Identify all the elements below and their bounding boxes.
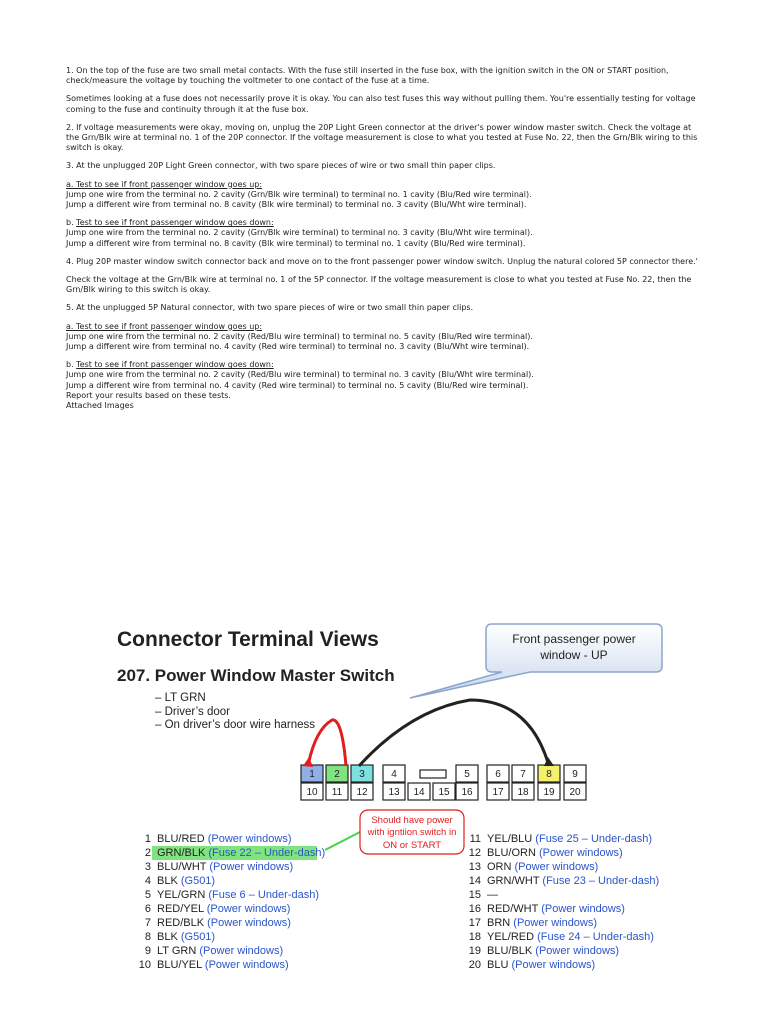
terminal-label-9: 9 (572, 769, 578, 780)
test-down-line-1: Jump one wire from the terminal no. 2 cavity (Grn/Blk wire terminal) to terminal no. 3 cavity (Blu/Wht wire terminal). (66, 228, 533, 238)
wire-right-entry-14 (487, 875, 659, 887)
figure-title: Connector Terminal Views (117, 628, 379, 651)
terminal-label-14: 14 (413, 787, 425, 798)
terminal-label-17: 17 (492, 787, 504, 798)
test-up-heading: a. Test to see if front passenger window goes up: (66, 179, 263, 189)
wire-description: (Power windows) (510, 917, 598, 929)
wire-right-entry-12 (487, 847, 623, 859)
terminal-label-5: 5 (464, 769, 470, 780)
wire-code: YEL/GRN (157, 889, 206, 901)
wire-left-entry-4 (157, 875, 215, 887)
wire-code: BLU/BLK (487, 945, 533, 957)
callout-line-1: Front passenger power (512, 632, 636, 646)
wire-description: (Power windows) (508, 959, 596, 971)
wire-description: (Power windows) (532, 945, 620, 957)
wire-left-number-1: 1 (144, 833, 151, 845)
paragraph-step-3: 3. At the unplugged 20P Light Green connector, with two spare pieces of wire or two small thin paper clips. (66, 161, 496, 171)
terminal-label-19: 19 (543, 787, 555, 798)
wire-left-entry-1 (157, 833, 292, 845)
wire-code: BLU/WHT (157, 861, 207, 873)
wire-description: (Fuse 25 – Under-dash) (532, 833, 653, 845)
wire-left-number-7: 7 (144, 917, 151, 929)
wire-right-number-19: 19 (468, 945, 481, 957)
terminal-label-1: 1 (309, 769, 315, 780)
wire-description: (Power windows) (196, 945, 284, 957)
wire-left-entry-6 (157, 903, 290, 915)
terminal-label-3: 3 (359, 769, 365, 780)
wire-code: GRN/BLK (157, 847, 206, 859)
note-lt-grn: – LT GRN (155, 692, 206, 704)
terminal-label-12: 12 (356, 787, 368, 798)
terminal-label-8: 8 (546, 769, 552, 780)
wire-code: RED/YEL (157, 903, 204, 915)
wire-right-entry-17 (487, 917, 597, 929)
wire-right-entry-19 (487, 945, 619, 957)
wire-description: (G501) (177, 931, 216, 943)
wire-code: BLK (157, 931, 178, 943)
terminal-label-18: 18 (517, 787, 529, 798)
wire-code: BLU/RED (157, 833, 205, 845)
wire-code: BLK (157, 875, 178, 887)
wire-description: (Power windows) (511, 861, 599, 873)
wire-description: (G501) (177, 875, 216, 887)
paragraph-fuse-contacts: 1. On the top of the fuse are two small metal contacts. With the fuse still inserted in the fuse box, with the ignition switch in the ON or START position, check/measure the voltage by touching the voltmeter to one contact of the fuse at a time. (66, 66, 669, 86)
wire-left-number-10: 10 (138, 959, 151, 971)
wire-right-entry-16 (487, 903, 625, 915)
wire-left-number-9: 9 (144, 945, 151, 957)
wire-description: (Power windows) (206, 861, 294, 873)
wire-code: RED/WHT (487, 903, 539, 915)
terminal-label-2: 2 (334, 769, 340, 780)
wire-left-entry-10 (157, 959, 289, 971)
terminal-label-11: 11 (331, 787, 343, 798)
power-note-line-1: Should have power (371, 815, 453, 826)
wire-left-entry-2 (157, 847, 325, 859)
wire-right-number-14: 14 (468, 875, 481, 887)
wire-description: (Fuse 23 – Under-dash) (539, 875, 660, 887)
wire-left-number-8: 8 (144, 931, 151, 943)
wire-description: (Power windows) (203, 903, 291, 915)
wire-right-entry-18 (487, 931, 654, 943)
wire-left-number-4: 4 (144, 875, 151, 887)
wire-left-number-2: 2 (144, 847, 151, 859)
paragraph-fuse-note: Sometimes looking at a fuse does not necessarily prove it is okay. You can also test fuses this way without pulling them. You're essentially testing for voltage coming to the fuse and continuity through it at the fuse box. (66, 94, 696, 114)
terminal-label-4: 4 (391, 769, 397, 780)
terminal-label-7: 7 (520, 769, 526, 780)
power-note-leader (325, 832, 360, 850)
wire-right-number-13: 13 (468, 861, 481, 873)
wire-description: (Power windows) (204, 833, 292, 845)
paragraph-step-5: 5. At the unplugged 5P Natural connector, with two spare pieces of wire or two small thin paper clips. (66, 303, 474, 313)
test-down-line-2: Jump a different wire from terminal no. 8 cavity (Blk wire terminal) to terminal no. 1 cavity (Blu/Red wire terminal). (66, 238, 526, 248)
test-5p-up-line-2: Jump a different wire from terminal no. 4 cavity (Red wire terminal) to terminal no. 3 cavity (Blu/Wht wire terminal). (66, 342, 530, 352)
wire-list-left (139, 833, 325, 971)
wire-description: (Fuse 24 – Under-dash) (534, 931, 654, 943)
terminal-label-15: 15 (438, 787, 450, 798)
wire-code: BLU (487, 959, 509, 971)
wire-code: BRN (487, 917, 511, 929)
wire-left-entry-8 (157, 931, 215, 943)
wire-code: LT GRN (157, 945, 197, 957)
connector-20p (301, 765, 586, 800)
wire-right-number-17: 17 (468, 917, 481, 929)
test-5p-down-line-2: Jump a different wire from terminal no. 4 cavity (Red wire terminal) to terminal no. 5 cavity (Blu/Red wire terminal). (66, 380, 529, 390)
terminal-label-16: 16 (461, 787, 473, 798)
wire-left-number-3: 3 (144, 861, 151, 873)
power-note-box (360, 810, 464, 854)
terminal-label-10: 10 (306, 787, 318, 798)
jumper-arrow-1 (303, 757, 313, 767)
wire-left-number-6: 6 (144, 903, 151, 915)
test-5p-up-line-1: Jump one wire from the terminal no. 2 cavity (Red/Blu wire terminal) to terminal no. 5 cavity (Blu/Red wire terminal). (66, 331, 533, 341)
terminal-label-6: 6 (495, 769, 501, 780)
wire-description: (Fuse 6 – Under-dash) (205, 889, 320, 901)
test-5p-down-line-1: Jump one wire from the terminal no. 2 cavity (Red/Blu wire terminal) to terminal no. 3 cavity (Blu/Wht wire terminal). (66, 370, 534, 380)
wire-left-entry-7 (157, 917, 291, 929)
connector-figure (110, 620, 670, 1000)
test-down-heading: b. Test to see if front passenger window goes down: (66, 218, 274, 228)
test-up-line-1: Jump one wire from the terminal no. 2 cavity (Grn/Blk wire terminal) to terminal no. 1 cavity (Blu/Red wire terminal). (66, 189, 532, 199)
wire-code: YEL/RED (487, 931, 535, 943)
paragraph-step-4: 4. Plug 20P master window switch connector back and move on to the front passenger power window switch. Unplug the natural colored 5P connector there.' (66, 256, 698, 266)
wire-description: (Power windows) (204, 917, 291, 929)
wire-code: — (487, 889, 498, 901)
wire-right-entry-13 (487, 861, 598, 873)
instructions-text (66, 66, 706, 411)
callout-bubble (410, 624, 662, 698)
wire-description: (Fuse 22 – Under-dash) (205, 847, 326, 859)
wire-right-entry-20 (487, 959, 595, 971)
callout-line-2: window - UP (540, 648, 608, 662)
test-5p-up-heading: a. Test to see if front passenger window goes up: (66, 321, 263, 331)
test-5p-down-heading: b. Test to see if front passenger window goes down: (66, 360, 274, 370)
report-text: Report your results based on these tests. (66, 390, 231, 400)
wire-right-number-12: 12 (468, 847, 481, 859)
wire-code: RED/BLK (157, 917, 205, 929)
wire-right-number-20: 20 (468, 959, 481, 971)
test-up-line-2: Jump a different wire from terminal no. 8 cavity (Blk wire terminal) to terminal no. 3 cavity (Blu/Wht wire terminal). (66, 200, 527, 210)
wire-description: (Power windows) (538, 903, 625, 915)
wire-left-number-5: 5 (144, 889, 151, 901)
wire-code: BLU/YEL (157, 959, 202, 971)
terminal-label-20: 20 (569, 787, 581, 798)
wire-list-right (469, 833, 659, 971)
wire-left-entry-9 (157, 945, 283, 957)
wire-right-entry-15 (487, 889, 498, 901)
wire-code: BLU/ORN (487, 847, 536, 859)
wire-description: (Power windows) (535, 847, 623, 859)
jumper-wire-black (359, 700, 549, 766)
wire-code: YEL/BLU (487, 833, 533, 845)
wire-code: GRN/WHT (487, 875, 540, 887)
figure-subtitle: 207. Power Window Master Switch (117, 666, 395, 685)
connector-lock-tab (420, 770, 446, 778)
terminal-label-13: 13 (388, 787, 400, 798)
note-drivers-door: – Driver’s door (155, 706, 230, 718)
paragraph-step-2: 2. If voltage measurements were okay, moving on, unplug the 20P Light Green connector at the driver's power window master switch. Check the voltage at the Grn/Blk wire at terminal no. 1 of the 20P connector. If the voltage measurement is close to what you tested at Fuse No. 22, then the Grn/Blk wiring to this switch is okay. (66, 122, 698, 153)
wire-right-number-11: 11 (469, 833, 481, 845)
wire-code: ORN (487, 861, 512, 873)
paragraph-5p-check: Check the voltage at the Grn/Blk wire at terminal no. 1 of the 5P connector. If the voltage measurement is close to what you tested at Fuse No. 22, then the Grn/Blk wiring to this switch is okay. (66, 275, 692, 295)
wire-description: (Power windows) (201, 959, 289, 971)
attached-images-label: Attached Images (66, 401, 134, 411)
power-note-line-2: with igntiion switch in (367, 827, 457, 838)
wire-left-entry-3 (157, 861, 293, 873)
note-wire-harness: – On driver’s door wire harness (155, 719, 316, 731)
wire-right-number-15: 15 (468, 889, 481, 901)
wire-right-number-18: 18 (468, 931, 481, 943)
wire-left-entry-5 (157, 889, 319, 901)
wire-right-entry-11 (487, 833, 652, 845)
wire-right-number-16: 16 (468, 903, 481, 915)
power-note-line-3: ON or START (382, 840, 442, 851)
